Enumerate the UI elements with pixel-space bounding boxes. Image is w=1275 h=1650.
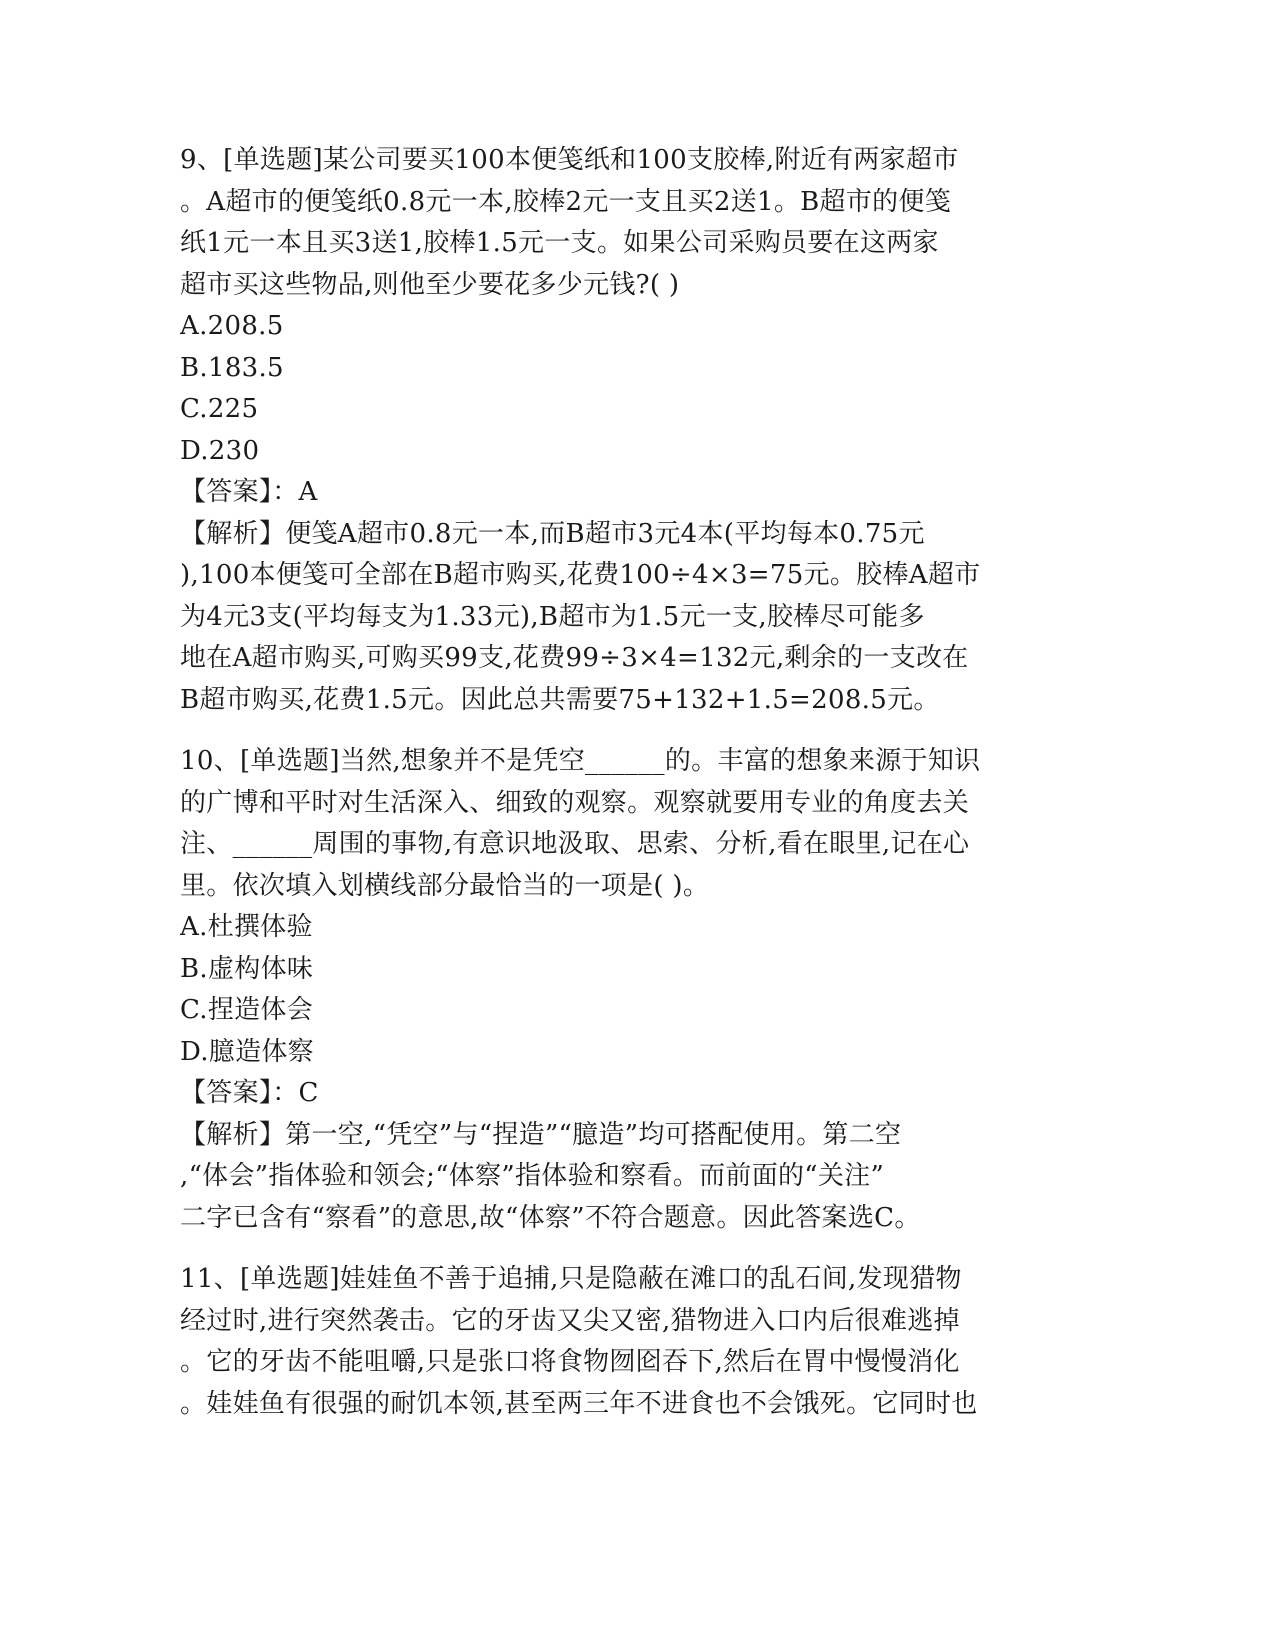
question-stem-line: 11、[单选题]娃娃鱼不善于追捕,只是隐蔽在滩口的乱石间,发现猎物 — [180, 1264, 962, 1294]
analysis-line: 【解析】第一空,“凭空”与“捏造”“臆造”均可搭配使用。第二空 — [180, 1119, 902, 1150]
question-stem-line: 经过时,进行突然袭击。它的牙齿又尖又密,猎物进入口内后很难逃掉 — [180, 1305, 960, 1336]
analysis-line: ),100本便笺可全部在B超市购买,花费100÷4×3=75元。胶棒A超市 — [180, 560, 981, 590]
option-a: A.杜撰体验 — [180, 912, 313, 942]
question-spacer — [180, 1249, 1040, 1259]
option-d: D.臆造体察 — [180, 1036, 314, 1067]
option-a: A.208.5 — [180, 311, 284, 341]
question-stem-line: 纸1元一本且买3送1,胶棒1.5元一支。如果公司采购员要在这两家 — [180, 228, 939, 258]
analysis-line: B超市购买,花费1.5元。因此总共需要75+132+1.5=208.5元。 — [180, 684, 940, 715]
question-stem-line: 。A超市的便笺纸0.8元一本,胶棒2元一支且买2送1。B超市的便笺 — [180, 186, 952, 217]
analysis-line: 【解析】便笺A超市0.8元一本,而B超市3元4本(平均每本0.75元 — [180, 518, 925, 549]
option-d: D.230 — [180, 435, 260, 466]
question-stem-line: 。娃娃鱼有很强的耐饥本领,甚至两三年不进食也不会饿死。它同时也 — [180, 1388, 978, 1419]
option-b: B.183.5 — [180, 352, 284, 383]
answer-line: 【答案】：A — [180, 477, 318, 507]
answer-line: 【答案】：C — [180, 1078, 319, 1108]
question-11 — [180, 1259, 1040, 1425]
question-10 — [180, 741, 1040, 1239]
question-stem-line: 10、[单选题]当然,想象并不是凭空______的。丰富的想象来源于知识 — [180, 746, 981, 776]
question-stem-line: 的广博和平时对生活深入、细致的观察。观察就要用专业的角度去关 — [180, 787, 970, 818]
option-b: B.虚构体味 — [180, 953, 314, 984]
analysis-line: 二字已含有“察看”的意思,故“体察”不符合题意。因此答案选C。 — [180, 1202, 921, 1233]
question-stem-line: 。它的牙齿不能咀嚼,只是张口将食物囫囵吞下,然后在胃中慢慢消化 — [180, 1347, 960, 1377]
question-9 — [180, 140, 1040, 721]
analysis-line: 地在A超市购买,可购买99支,花费99÷3×4=132元,剩余的一支改在 — [180, 643, 969, 673]
analysis-line: 为4元3支(平均每支为1.33元),B超市为1.5元一支,胶棒尽可能多 — [180, 601, 925, 632]
question-stem-line: 超市买这些物品,则他至少要花多少元钱?( ) — [180, 269, 680, 300]
question-stem-line: 9、[单选题]某公司要买100本便笺纸和100支胶棒,附近有两家超市 — [180, 145, 959, 175]
question-stem-line: 里。依次填入划横线部分最恰当的一项是( )。 — [180, 870, 710, 901]
analysis-line: ,“体会”指体验和领会;“体察”指体验和察看。而前面的“关注” — [180, 1161, 885, 1191]
question-stem-line: 注、______周围的事物,有意识地汲取、思索、分析,看在眼里,记在心 — [180, 829, 970, 859]
option-c: C.225 — [180, 394, 259, 424]
document-page — [180, 140, 1040, 1435]
option-c: C.捏造体会 — [180, 995, 314, 1025]
question-spacer — [180, 731, 1040, 741]
